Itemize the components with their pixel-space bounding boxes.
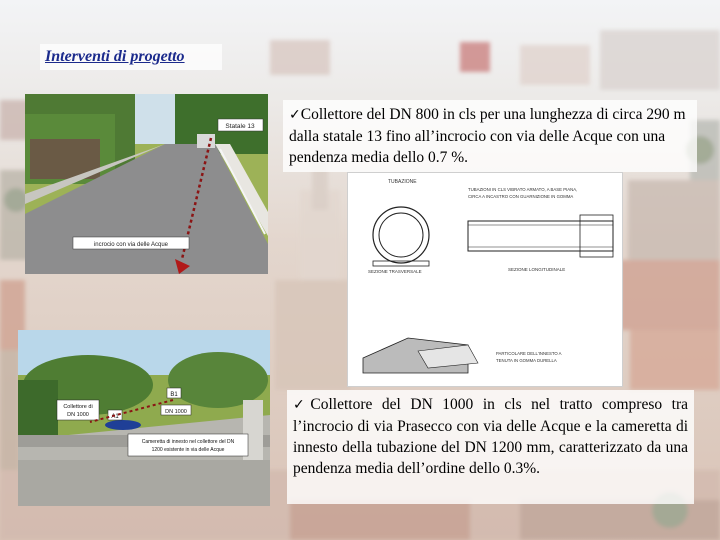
node-a1-label: A1 [111, 414, 119, 420]
bullet-dn800 [283, 100, 697, 172]
bullet-dn1000-text: Collettore del DN 1000 in cls nel tratto compreso tra l’incrocio di via Prasecco con via delle Acque e la cameretta di innesto della tubazione del DN 1200 mm, caratterizzato da una pendenza media dell’ordine dello 0.3%. [293, 396, 688, 477]
statale-sign-label: Statale 13 [225, 123, 255, 130]
street-photo-via-delle-acque [18, 330, 270, 506]
bullet-dn800-text: Collettore del DN 800 in cls per una lunghezza di circa 290 m dalla statale 13 fino all’incrocio con via delle Acque con una pendenza media dello 0.7 %. [289, 106, 686, 166]
crossing-label: incrocio con via delle Acque [93, 242, 169, 248]
checkmark-icon: ✓ [289, 107, 301, 123]
node-b1-label: B1 [170, 392, 178, 398]
manhole-label-line1: Cameretta di innesto nel collettore del DN [141, 439, 235, 445]
manhole-label-line2: 1200 esistente in via delle Acque [151, 447, 225, 453]
street-photo-statale-13 [25, 94, 268, 274]
drawing-label-long-section: SEZIONE LONGITUDINALE [508, 267, 566, 272]
drawing-label-cross-section: SEZIONE TRASVERSALE [368, 269, 422, 274]
drawing-label-tubazione: TUBAZIONE [388, 179, 417, 185]
drawing-label-spec-line2: CIRCA A INCASTRO CON GUARNIZIONE IN GOMMA [468, 194, 574, 199]
slide-title: Interventi di progetto [45, 48, 185, 65]
drawing-label-joint-line1: PARTICOLARE DELL'INNESTO A [496, 351, 562, 356]
pipe-technical-drawing [347, 172, 623, 387]
node-dn-label: DN 1000 [165, 409, 187, 415]
checkmark-icon: ✓ [293, 397, 311, 413]
collector-label-line1: Collettore di [63, 404, 93, 410]
collector-label-line2: DN 1000 [67, 412, 89, 418]
drawing-label-spec-line1: TUBAZIONI IN CLS VIBRATO ARMATO, A BASE PIANA, [468, 187, 578, 192]
drawing-label-joint-line2: TENUTA IN GOMMA DURELLA [496, 358, 557, 363]
bullet-dn1000 [287, 390, 694, 504]
